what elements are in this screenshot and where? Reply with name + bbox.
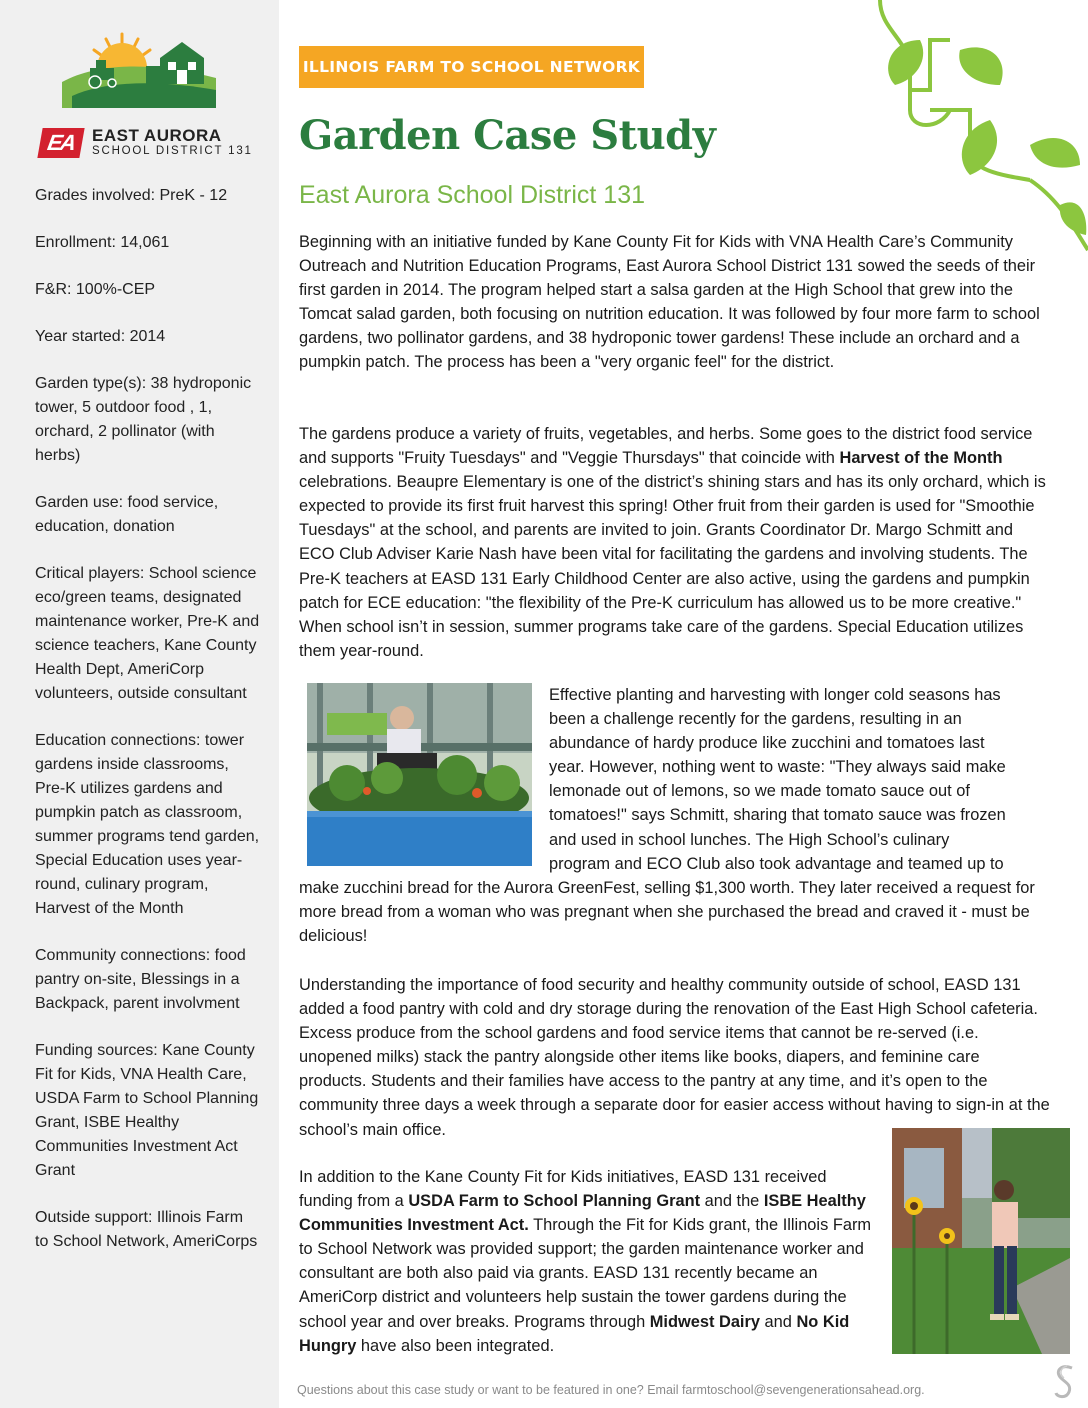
- fact-education-connections: Education connections: tower gardens inside classrooms, Pre-K utilizes gardens and pumpkin patch as classroom, summer programs tend garden, Special Education uses year-round, culinary program, Harvest of the Month: [35, 732, 260, 917]
- paragraph-funding-text-5: have also been integrated.: [356, 1336, 555, 1355]
- fact-critical-players: Critical players: School science eco/green teams, designated maintenance worker, Pre-K and science teachers, Kane County Health Dept, AmeriCorp volunteers, outside consultant: [35, 565, 260, 702]
- district-logo: [40, 126, 260, 162]
- district-logo-mark: EA: [37, 128, 84, 158]
- fact-garden-types: Garden type(s): 38 hydroponic tower, 5 outdoor food , 1, orchard, 2 pollinator (with herbs): [35, 375, 252, 464]
- fact-enrollment: Enrollment: 14,061: [35, 234, 170, 251]
- no-kid-hungry-highlight: No Kid Hungry: [299, 1312, 850, 1355]
- paragraph-challenges-wrapped: [549, 683, 1069, 876]
- paragraph-line: Effective planting and harvesting with longer cold seasons has: [549, 686, 1001, 704]
- sunflower-student-photo: [892, 1128, 1070, 1354]
- paragraph-funding: [299, 1165, 873, 1358]
- network-banner: ILLINOIS FARM TO SCHOOL NETWORK: [299, 46, 644, 88]
- paragraph-line: year. However, nothing went to waste: "They always said make: [549, 758, 1006, 777]
- fact-funding-sources: Funding sources: Kane County Fit for Kids, VNA Health Care, USDA Farm to School Planning Grant, ISBE Healthy Communities Investment Act Grant: [35, 1042, 259, 1179]
- paragraph-line: and used in school lunches. The High School’s culinary: [549, 830, 950, 849]
- paragraph-funding-text-2: and the: [700, 1192, 764, 1211]
- wheelchair-garden-photo: [307, 683, 532, 866]
- paragraph-produce-text-2: celebrations. Beaupre Elementary is one of the district’s shining stars and has its only orchard, which is expected to provide its first fruit harvest this spring! Other fruit from their garden is used for "Smoothie Tuesdays" at the school, and parents are invited to join. Grants Coordinator Dr. Margo Schmitt and ECO Club Adviser Karie Nash have been vital for facilitating the gardens and involving students. The Pre-K teachers at EASD 131 Early Childhood Center are also active, using the gardens and pumpkin patch for ECE education: "the flexibility of the Pre-K curriculum has allowed us to be more creative." When school isn’t in session, summer programs take care of the gardens. Special Education utilizes them year-round.: [299, 473, 1046, 660]
- district-logo-name: EAST AURORA: [92, 126, 222, 145]
- usda-grant-highlight: USDA Farm to School Planning Grant: [408, 1192, 701, 1211]
- district-logo-sub: SCHOOL DISTRICT 131: [92, 145, 253, 157]
- paragraph-produce-text-1: The gardens produce a variety of fruits, vegetables, and herbs. Some goes to the district food service and supports "Fruity Tuesdays" and "Veggie Thursdays" that coincide with: [299, 425, 1033, 468]
- fact-outside-support: Outside support: Illinois Farm to School Network, AmeriCorps: [35, 1209, 258, 1250]
- sidebar: [0, 0, 279, 1408]
- paragraph-line: been a challenge recently for the gardens, resulting in an: [549, 710, 962, 729]
- farm-logo-icon: [62, 30, 216, 108]
- fact-year-started: Year started: 2014: [35, 328, 166, 345]
- footer-contact: Questions about this case study or want to be featured in one? Email farmtoschool@sevengenerationsahead.org.: [297, 1383, 925, 1397]
- paragraph-intro: Beginning with an initiative funded by Kane County Fit for Kids with VNA Health Care’s Community Outreach and Nutrition Education Programs, East Aurora School District 131 sowed the seeds of their first garden in 2014. The program helped start a salsa garden at the High School that grew into the Tomcat salad garden, both focusing on nutrition education. It was followed by four more farm to school gardens, two pollinator gardens, and 38 hydroponic tower gardens! These include an orchard and a pumpkin patch. The process has been a "very organic feel" for the district.: [299, 233, 1040, 372]
- paragraph-line: tomatoes!" says Schmitt, sharing that tomato sauce was frozen: [549, 806, 1006, 825]
- fact-garden-use: Garden use: food service, education, donation: [35, 494, 219, 535]
- paragraph-line: abundance of hardy produce like zucchini and tomatoes last: [549, 734, 985, 753]
- fact-free-reduced: F&R: 100%-CEP: [35, 281, 156, 298]
- isbe-act-highlight: ISBE Healthy Communities Investment Act.: [299, 1192, 866, 1235]
- page-title: Garden Case Study: [299, 112, 716, 159]
- paragraph-line: lemonade out of lemons, so we made tomato sauce out of: [549, 782, 970, 801]
- paragraph-line: program and ECO Club also took advantage and teamed up to: [549, 854, 1004, 873]
- page-subtitle: East Aurora School District 131: [299, 181, 645, 209]
- fact-grades: Grades involved: PreK - 12: [35, 187, 228, 204]
- vine-leaves-icon: [850, 0, 1088, 260]
- paragraph-food-security: Understanding the importance of food security and healthy community outside of school, EASD 131 added a food pantry with cold and dry storage during the renovation of the East High School cafeteria. Excess produce from the school gardens and food service items that cannot be re-served (i.e. unopened milks) stack the pantry alongside other items like books, diapers, and feminine care products. Students and their families have access to the pantry at any time, and it’s open to the community three days a week through a separate door for easier access without having to sign-in at the school’s main office.: [299, 976, 1050, 1139]
- seven-generations-logo-icon: [1052, 1362, 1078, 1402]
- paragraph-challenges-rest: make zucchini bread for the Aurora GreenFest, selling $1,300 worth. They later received a request for more bread from a woman who was pregnant when she purchased the bread and craved it - must be delicious!: [299, 879, 1035, 946]
- paragraph-funding-text-3: Through the Fit for Kids grant, the Illinois Farm to School Network was provided support; the garden maintenance worker and consultant are both also paid via grants. EASD 131 recently became an AmeriCorp district and volunteers help sustain the tower gardens during the school year and over breaks. Programs through: [299, 1216, 872, 1331]
- paragraph-produce: [299, 422, 1051, 663]
- fact-list: [35, 184, 260, 1277]
- harvest-of-month-highlight: Harvest of the Month: [839, 449, 1003, 468]
- paragraph-funding-text-1: In addition to the Kane County Fit for Kids initiatives, EASD 131 received funding from a: [299, 1168, 827, 1211]
- midwest-dairy-highlight: Midwest Dairy: [649, 1312, 760, 1331]
- paragraph-funding-text-4: and: [759, 1312, 797, 1331]
- fact-community-connections: Community connections: food pantry on-site, Blessings in a Backpack, parent involvment: [35, 947, 246, 1012]
